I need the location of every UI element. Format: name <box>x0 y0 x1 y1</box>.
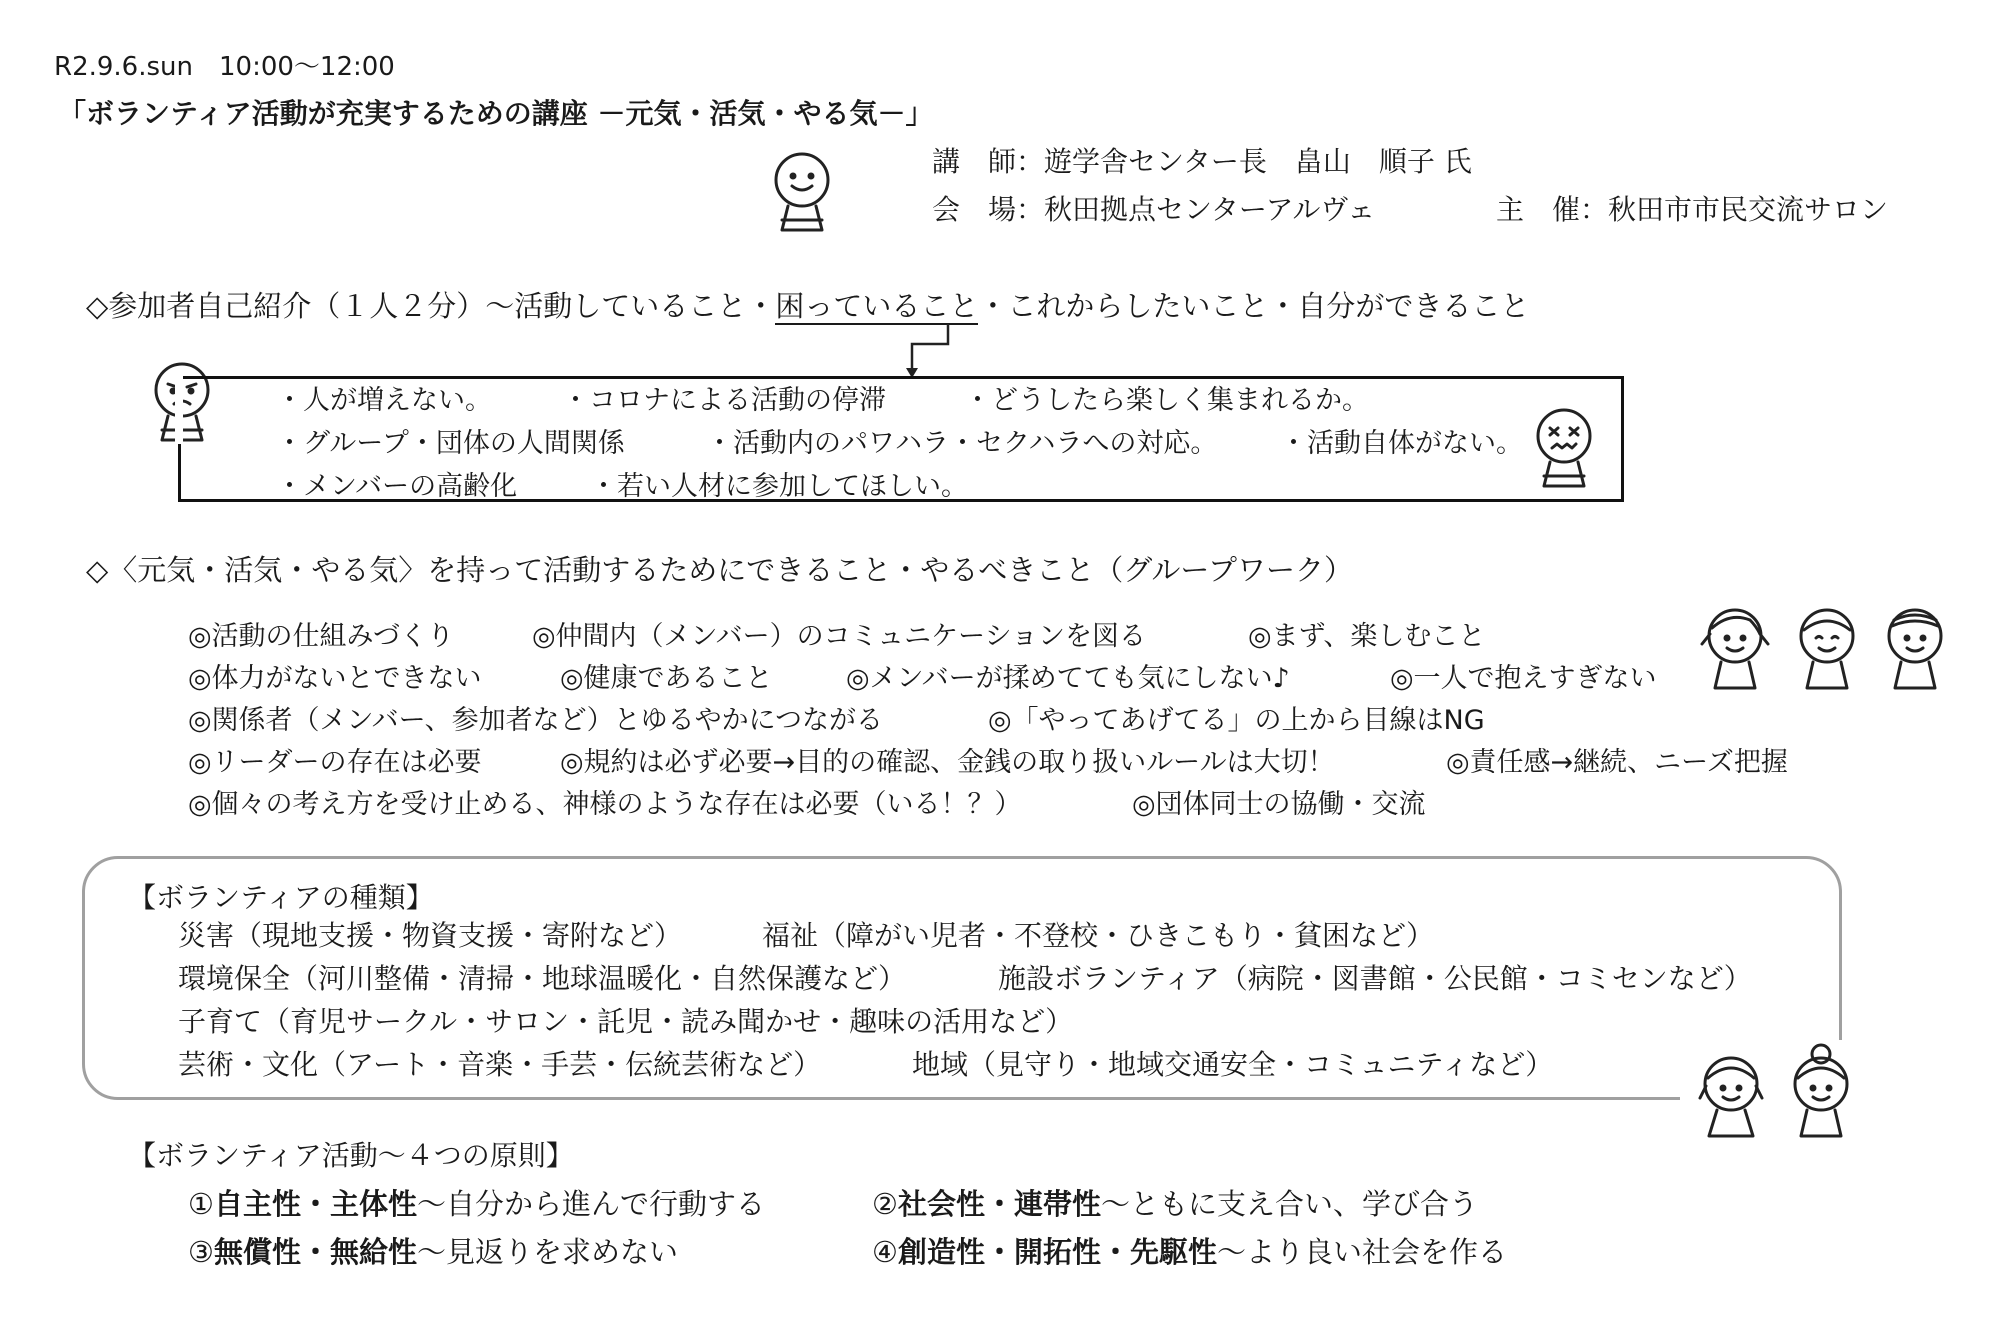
groupwork-item: ◎「やってあげてる」の上から目線はNG <box>988 705 1485 736</box>
groupwork-item: ◎関係者（メンバー、参加者など）とゆるやかにつながる <box>188 705 884 736</box>
problem-item: ・活動自体がない。 <box>1280 428 1523 459</box>
principle-item <box>188 1230 678 1271</box>
principles-heading: 【ボランティア活動～４つの原則】 <box>128 1139 574 1172</box>
type-item: 災害（現地支援・物資支援・寄附など） <box>178 919 683 952</box>
type-item: 環境保全（河川整備・清掃・地球温暖化・自然保護など） <box>178 962 907 995</box>
page-title: 「ボランティア活動が充実するための講座 －元気・活気・やる気－」 <box>58 97 934 130</box>
groupwork-item: ◎仲間内（メンバー）のコミュニケーションを図る <box>532 621 1147 652</box>
lecturer-info: 講 師：遊学舎センター長 畠山 順子 氏 <box>932 145 1472 178</box>
type-item: 施設ボランティア（病院・図書館・公民館・コミセンなど） <box>998 962 1752 995</box>
host-info: 主 催：秋田市市民交流サロン <box>1496 193 1889 226</box>
principle-description: ～ともに支え合い、学び合う <box>1101 1187 1479 1221</box>
problem-item: ・人が増えない。 <box>276 385 492 416</box>
groupwork-item: ◎リーダーの存在は必要 <box>188 747 482 778</box>
problem-item: ・メンバーの高齢化 <box>276 471 518 502</box>
types-heading: 【ボランティアの種類】 <box>128 881 434 914</box>
connector-arrow <box>900 322 960 380</box>
groupwork-item: ◎体力がないとできない <box>188 663 482 694</box>
type-item: 地域（見守り・地域交通安全・コミュニティなど） <box>912 1048 1554 1081</box>
groupwork-item: ◎責任感→継続、ニーズ把握 <box>1446 747 1788 778</box>
groupwork-item: ◎活動の仕組みづくり <box>188 621 455 652</box>
principle-item <box>872 1230 1507 1271</box>
venue-info: 会 場：秋田拠点センターアルヴェ <box>932 193 1376 226</box>
troubled-person-icon <box>1532 406 1596 488</box>
groupwork-item: ◎まず、楽しむこと <box>1248 621 1486 652</box>
groupwork-item: ◎健康であること <box>560 663 773 694</box>
principle-number: ③ <box>188 1235 214 1269</box>
principle-description: ～より良い社会を作る <box>1217 1235 1508 1269</box>
problem-item: ・コロナによる活動の停滞 <box>562 385 886 416</box>
principle-item <box>188 1182 765 1223</box>
type-item: 福祉（障がい児者・不登校・ひきこもり・貧困など） <box>762 919 1435 952</box>
girl-pigtails-icon <box>1700 604 1770 690</box>
intro-heading <box>86 284 1529 325</box>
problem-item: ・若い人材に参加してほしい。 <box>590 471 968 502</box>
groupwork-item: ◎一人で抱えすぎない <box>1390 663 1657 694</box>
problem-item: ・どうしたら楽しく集まれるか。 <box>964 385 1369 416</box>
problem-item: ・活動内のパワハラ・セクハラへの対応。 <box>706 428 1218 459</box>
groupwork-item: ◎メンバーが揉めてても気にしない♪ <box>846 663 1290 694</box>
principle-keyword: 無償性・無給性 <box>214 1235 418 1269</box>
groupwork-heading: ◇〈元気・活気・やる気〉を持って活動するためにできること・やるべきこと（グループワーク） <box>86 553 1353 587</box>
intro-heading-pre: ◇参加者自己紹介（１人２分）～活動していること・ <box>86 289 776 323</box>
principle-item <box>872 1182 1478 1223</box>
groupwork-item: ◎規約は必ず必要→目的の確認、金銭の取り扱いルールは大切！ <box>560 747 1335 778</box>
type-item: 子育て（育児サークル・サロン・託児・読み聞かせ・趣味の活用など） <box>178 1005 1074 1038</box>
principle-number: ② <box>872 1187 898 1221</box>
smiling-boy-icon <box>1792 604 1862 690</box>
intro-heading-highlight: 困っていること <box>775 289 979 323</box>
principle-number: ① <box>188 1187 214 1221</box>
principle-description: ～見返りを求めない <box>417 1235 679 1269</box>
smiling-person-icon <box>770 150 834 232</box>
groupwork-item: ◎団体同士の協働・交流 <box>1132 789 1426 820</box>
principle-keyword: 自主性・主体性 <box>214 1187 418 1221</box>
groupwork-item: ◎個々の考え方を受け止める、神様のような存在は必要（いる！？） <box>188 789 1022 820</box>
principle-keyword: 創造性・開拓性・先駆性 <box>898 1235 1218 1269</box>
principle-number: ④ <box>872 1235 898 1269</box>
type-item: 芸術・文化（アート・音楽・手芸・伝統芸術など） <box>178 1048 822 1081</box>
date-time: R2.9.6.sun 10:00～12:00 <box>54 52 395 82</box>
person-bandana-icon <box>1880 604 1950 690</box>
intro-heading-post: ・これからしたいこと・自分ができること <box>978 289 1530 323</box>
girl-bun-icon <box>1786 1042 1856 1138</box>
principle-keyword: 社会性・連帯性 <box>898 1187 1102 1221</box>
principle-description: ～自分から進んで行動する <box>417 1187 766 1221</box>
girl-pigtails-icon <box>1696 1052 1766 1138</box>
problem-item: ・グループ・団体の人間関係 <box>276 428 625 459</box>
